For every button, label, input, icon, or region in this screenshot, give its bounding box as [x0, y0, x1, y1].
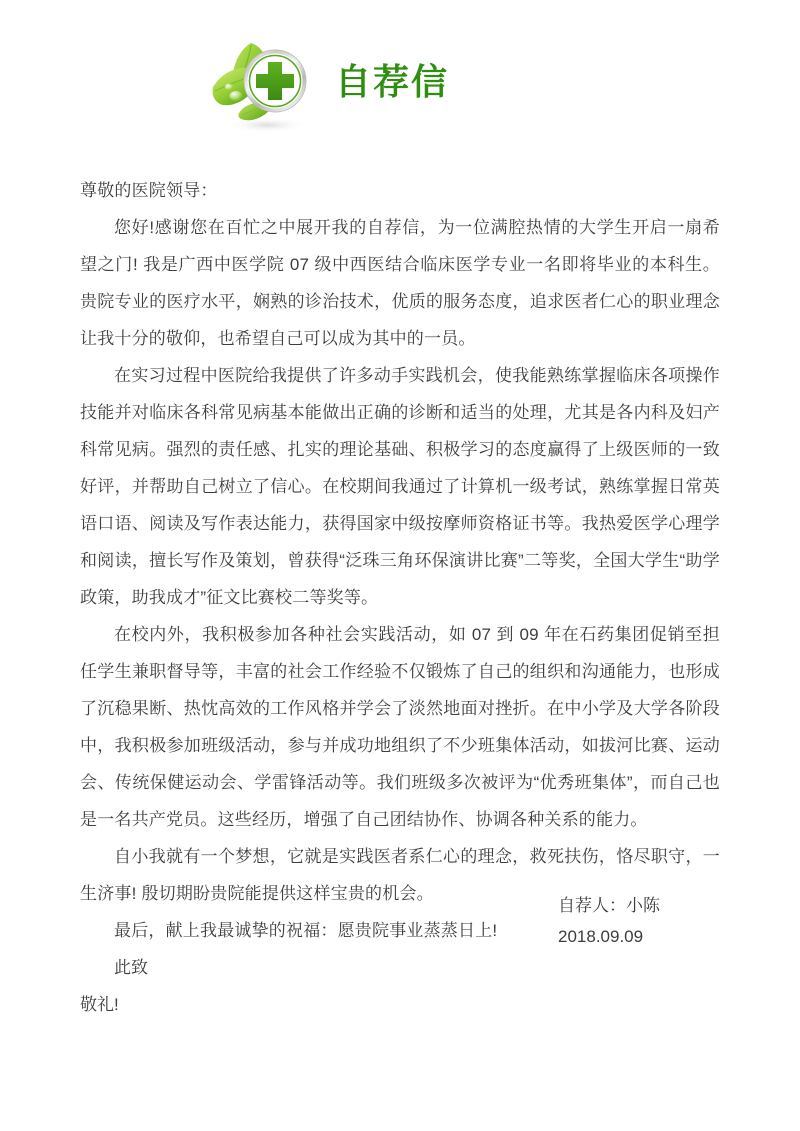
- paragraph-5: 最后，献上我最诚挚的祝福：愿贵院事业蒸蒸日上!: [114, 921, 498, 940]
- letterhead: [0, 0, 800, 165]
- signature-block: [558, 890, 718, 952]
- page-title: 自荐信: [335, 61, 450, 103]
- water-droplet-lower: [230, 91, 243, 101]
- salutation: 尊敬的医院领导：: [80, 181, 218, 200]
- paragraph-1: 您好!感谢您在百忙之中展开我的自荐信，为一位满腔热情的大学生开启一扇希望之门! 我是广西中医学院 07 级中西医结合临床医学专业一名即将毕业的本科生。贵院专业的医疗水平，娴熟的诊治技术，优质的服务态度，追求医者仁心的职业理念让我十分的敬仰，也希望自己可以成为其中的一员。: [80, 218, 720, 348]
- paragraph-3: 在校内外，我积极参加各种社会实践活动，如 07 到 09 年在石药集团促销至担任学生兼职督导等，丰富的社会工作经验不仅锻炼了自己的组织和沟通能力，也形成了沉稳果断、热忱高效的工作风格并学会了淡然地面对挫折。在中小学及大学各阶段中，我积极参加班级活动，参与并成功地组织了不少班集体活动，如拔河比赛、运动会、传统保健运动会、学雷锋活动等。我们班级多次被评为“优秀班集体”，而自己也是一名共产党员。这些经历，增强了自己团结协作、协调各种关系的能力。: [80, 625, 720, 829]
- logo-shadow: [225, 117, 309, 133]
- water-droplet-upper: [225, 83, 233, 89]
- paragraph-4: 自小我就有一个梦想，它就是实践医者系仁心的理念，救死扶伤，恪尽职守，一生济事! 殷切期盼贵院能提供这样宝贵的机会。: [80, 847, 720, 903]
- closing-cizhi: 此致: [114, 958, 148, 977]
- closing-jingli: 敬礼!: [80, 995, 119, 1014]
- logo-svg: [205, 29, 325, 137]
- green-medical-cross-leaf-logo: [205, 29, 325, 137]
- signature-date: 2018.09.09: [558, 927, 644, 946]
- signature-author: 自荐人：小陈: [558, 896, 660, 915]
- paragraph-2: 在实习过程中医院给我提供了许多动手实践机会，使我能熟练掌握临床各项操作技能并对临床各科常见病基本能做出正确的诊断和适当的处理，尤其是各内科及妇产科常见病。强烈的责任感、扎实的理论基础、积极学习的态度赢得了上级医师的一致好评，并帮助自己树立了信心。在校期间我通过了计算机一级考试，熟练掌握日常英语口语、阅读及写作表达能力，获得国家中级按摩师资格证书等。我热爱医学心理学和阅读，擅长写作及策划，曾获得“泛珠三角环保演讲比赛”二等奖，全国大学生“助学政策，助我成才”征文比赛校二等奖等。: [80, 366, 720, 607]
